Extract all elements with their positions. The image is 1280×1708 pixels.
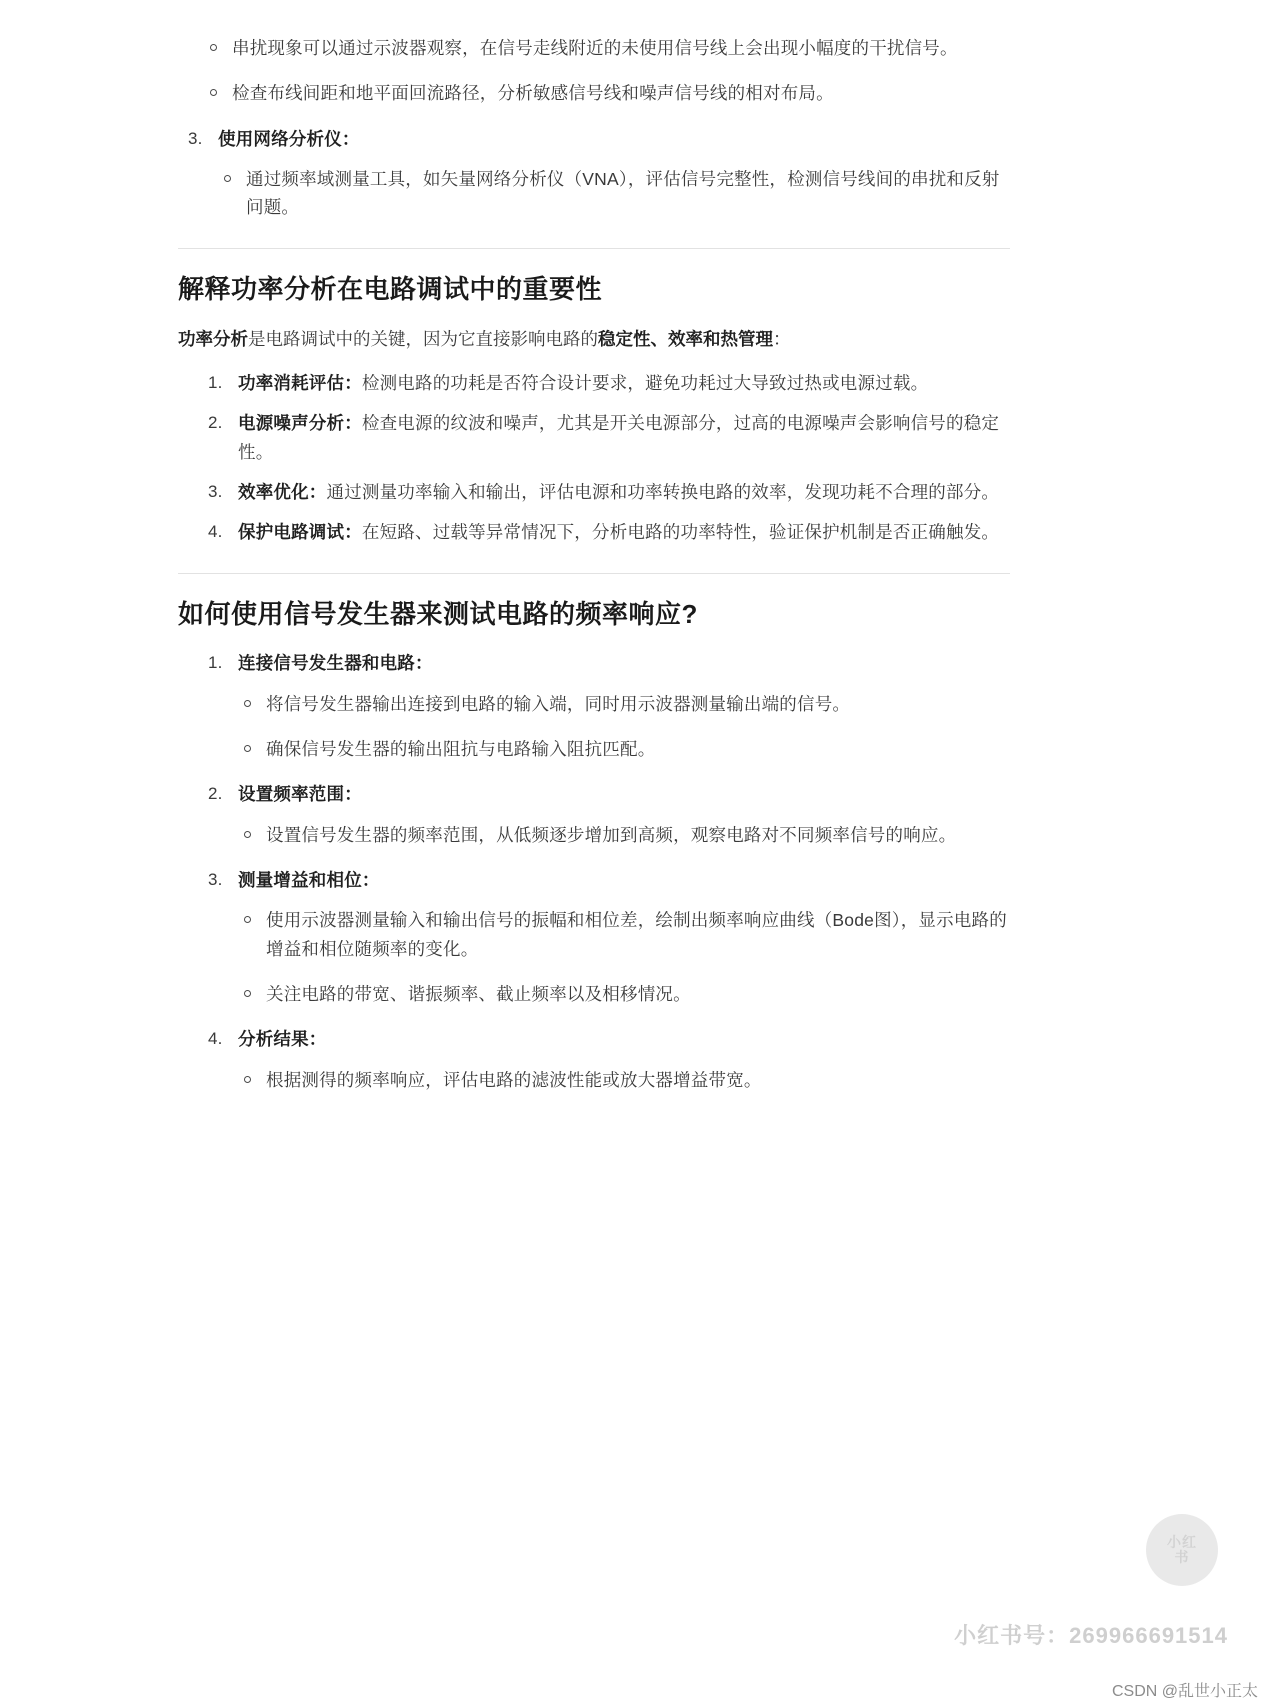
section-divider-2 <box>178 573 1010 574</box>
document-content <box>178 34 1010 1111</box>
list-item: 通过频率域测量工具，如矢量网络分析仪（VNA），评估信号完整性，检测信号线间的串扰和反射问题。 <box>212 165 1010 222</box>
list-item <box>198 369 1010 397</box>
list-item <box>198 409 1010 466</box>
sublist <box>232 821 1010 849</box>
numbered-item-3 <box>178 125 1010 153</box>
list-item-title: 测量增益和相位： <box>238 870 380 891</box>
csdn-credit-bar <box>0 1670 1280 1708</box>
list-item <box>198 478 1010 506</box>
list-item: 将信号发生器输出连接到电路的输入端，同时用示波器测量输出端的信号。 <box>232 690 1010 718</box>
list-item-title: 保护电路调试： <box>238 522 362 543</box>
watermark-logo-text: 小红书 <box>1167 1533 1197 1565</box>
section-lead <box>178 325 1010 353</box>
list-item <box>198 649 1010 677</box>
list-item-title: 分析结果： <box>238 1029 327 1050</box>
list-number: 2. <box>208 413 223 433</box>
csdn-credit-text: CSDN @乱世小正太 <box>1111 1682 1258 1700</box>
list-item-text: 在短路、过载等异常情况下，分析电路的功率特性，验证保护机制是否正确触发。 <box>361 522 1000 543</box>
list-number: 3. <box>188 128 203 148</box>
lead-rest: 是电路调试中的关键，因为它直接影响电路的 <box>248 328 598 349</box>
sublist <box>232 906 1010 1008</box>
section-divider <box>178 248 1010 249</box>
list-number: 2. <box>208 784 223 804</box>
numbered-item-3-sublist <box>212 165 1010 222</box>
list-number: 3. <box>208 481 223 501</box>
page-title-2: 如何使用信号发生器来测试电路的频率响应? <box>178 598 698 629</box>
list-number: 4. <box>208 522 223 542</box>
list-item <box>198 1025 1010 1053</box>
section-1-list <box>198 369 1010 547</box>
list-item <box>198 866 1010 894</box>
lead-tail: ： <box>773 328 791 349</box>
page-title: 解释功率分析在电路调试中的重要性 <box>178 273 603 304</box>
list-item: 根据测得的频率响应，评估电路的滤波性能或放大器增益带宽。 <box>232 1066 1010 1094</box>
xiaohongshu-id-text: 小红书号：269966691514 <box>954 1623 1228 1648</box>
list-item: 设置信号发生器的频率范围，从低频逐步增加到高频，观察电路对不同频率信号的响应。 <box>232 821 1010 849</box>
list-item-title: 电源噪声分析： <box>238 413 362 434</box>
sublist <box>232 1066 1010 1094</box>
list-number: 1. <box>208 653 223 673</box>
lead-bold-1: 功率分析 <box>178 328 248 349</box>
list-item <box>198 518 1010 546</box>
list-item-title: 效率优化： <box>238 481 327 502</box>
continued-bullet-list <box>198 34 1010 108</box>
list-item-title: 功率消耗评估： <box>238 372 362 393</box>
list-item: 确保信号发生器的输出阻抗与电路输入阻抗匹配。 <box>232 735 1010 763</box>
list-item-title: 连接信号发生器和电路： <box>238 653 433 674</box>
list-item-text: 通过测量功率输入和输出，评估电源和功率转换电路的效率，发现功耗不合理的部分。 <box>326 481 1000 502</box>
sublist <box>232 690 1010 764</box>
list-item-text: 检查电源的纹波和噪声，尤其是开关电源部分，过高的电源噪声会影响信号的稳定性。 <box>238 413 1000 462</box>
list-item-title: 设置频率范围： <box>238 784 362 805</box>
list-item-title: 使用网络分析仪： <box>218 128 360 149</box>
list-item: 使用示波器测量输入和输出信号的振幅和相位差，绘制出频率响应曲线（Bode图），显示电路的增益和相位随频率的变化。 <box>232 906 1010 963</box>
list-number: 3. <box>208 870 223 890</box>
section-2-list <box>198 649 1010 1094</box>
list-item: 关注电路的带宽、谐振频率、截止频率以及相移情况。 <box>232 980 1010 1008</box>
lead-bold-2: 稳定性、效率和热管理 <box>598 328 773 349</box>
list-item: 检查布线间距和地平面回流路径，分析敏感信号线和噪声信号线的相对布局。 <box>198 79 1010 107</box>
list-number: 4. <box>208 1029 223 1049</box>
xiaohongshu-watermark-logo <box>1146 1514 1218 1586</box>
list-item: 串扰现象可以通过示波器观察，在信号走线附近的未使用信号线上会出现小幅度的干扰信号。 <box>198 34 1010 62</box>
list-number: 1. <box>208 372 223 392</box>
list-item-text: 检测电路的功耗是否符合设计要求，避免功耗过大导致过热或电源过载。 <box>361 372 929 393</box>
list-item <box>198 780 1010 808</box>
